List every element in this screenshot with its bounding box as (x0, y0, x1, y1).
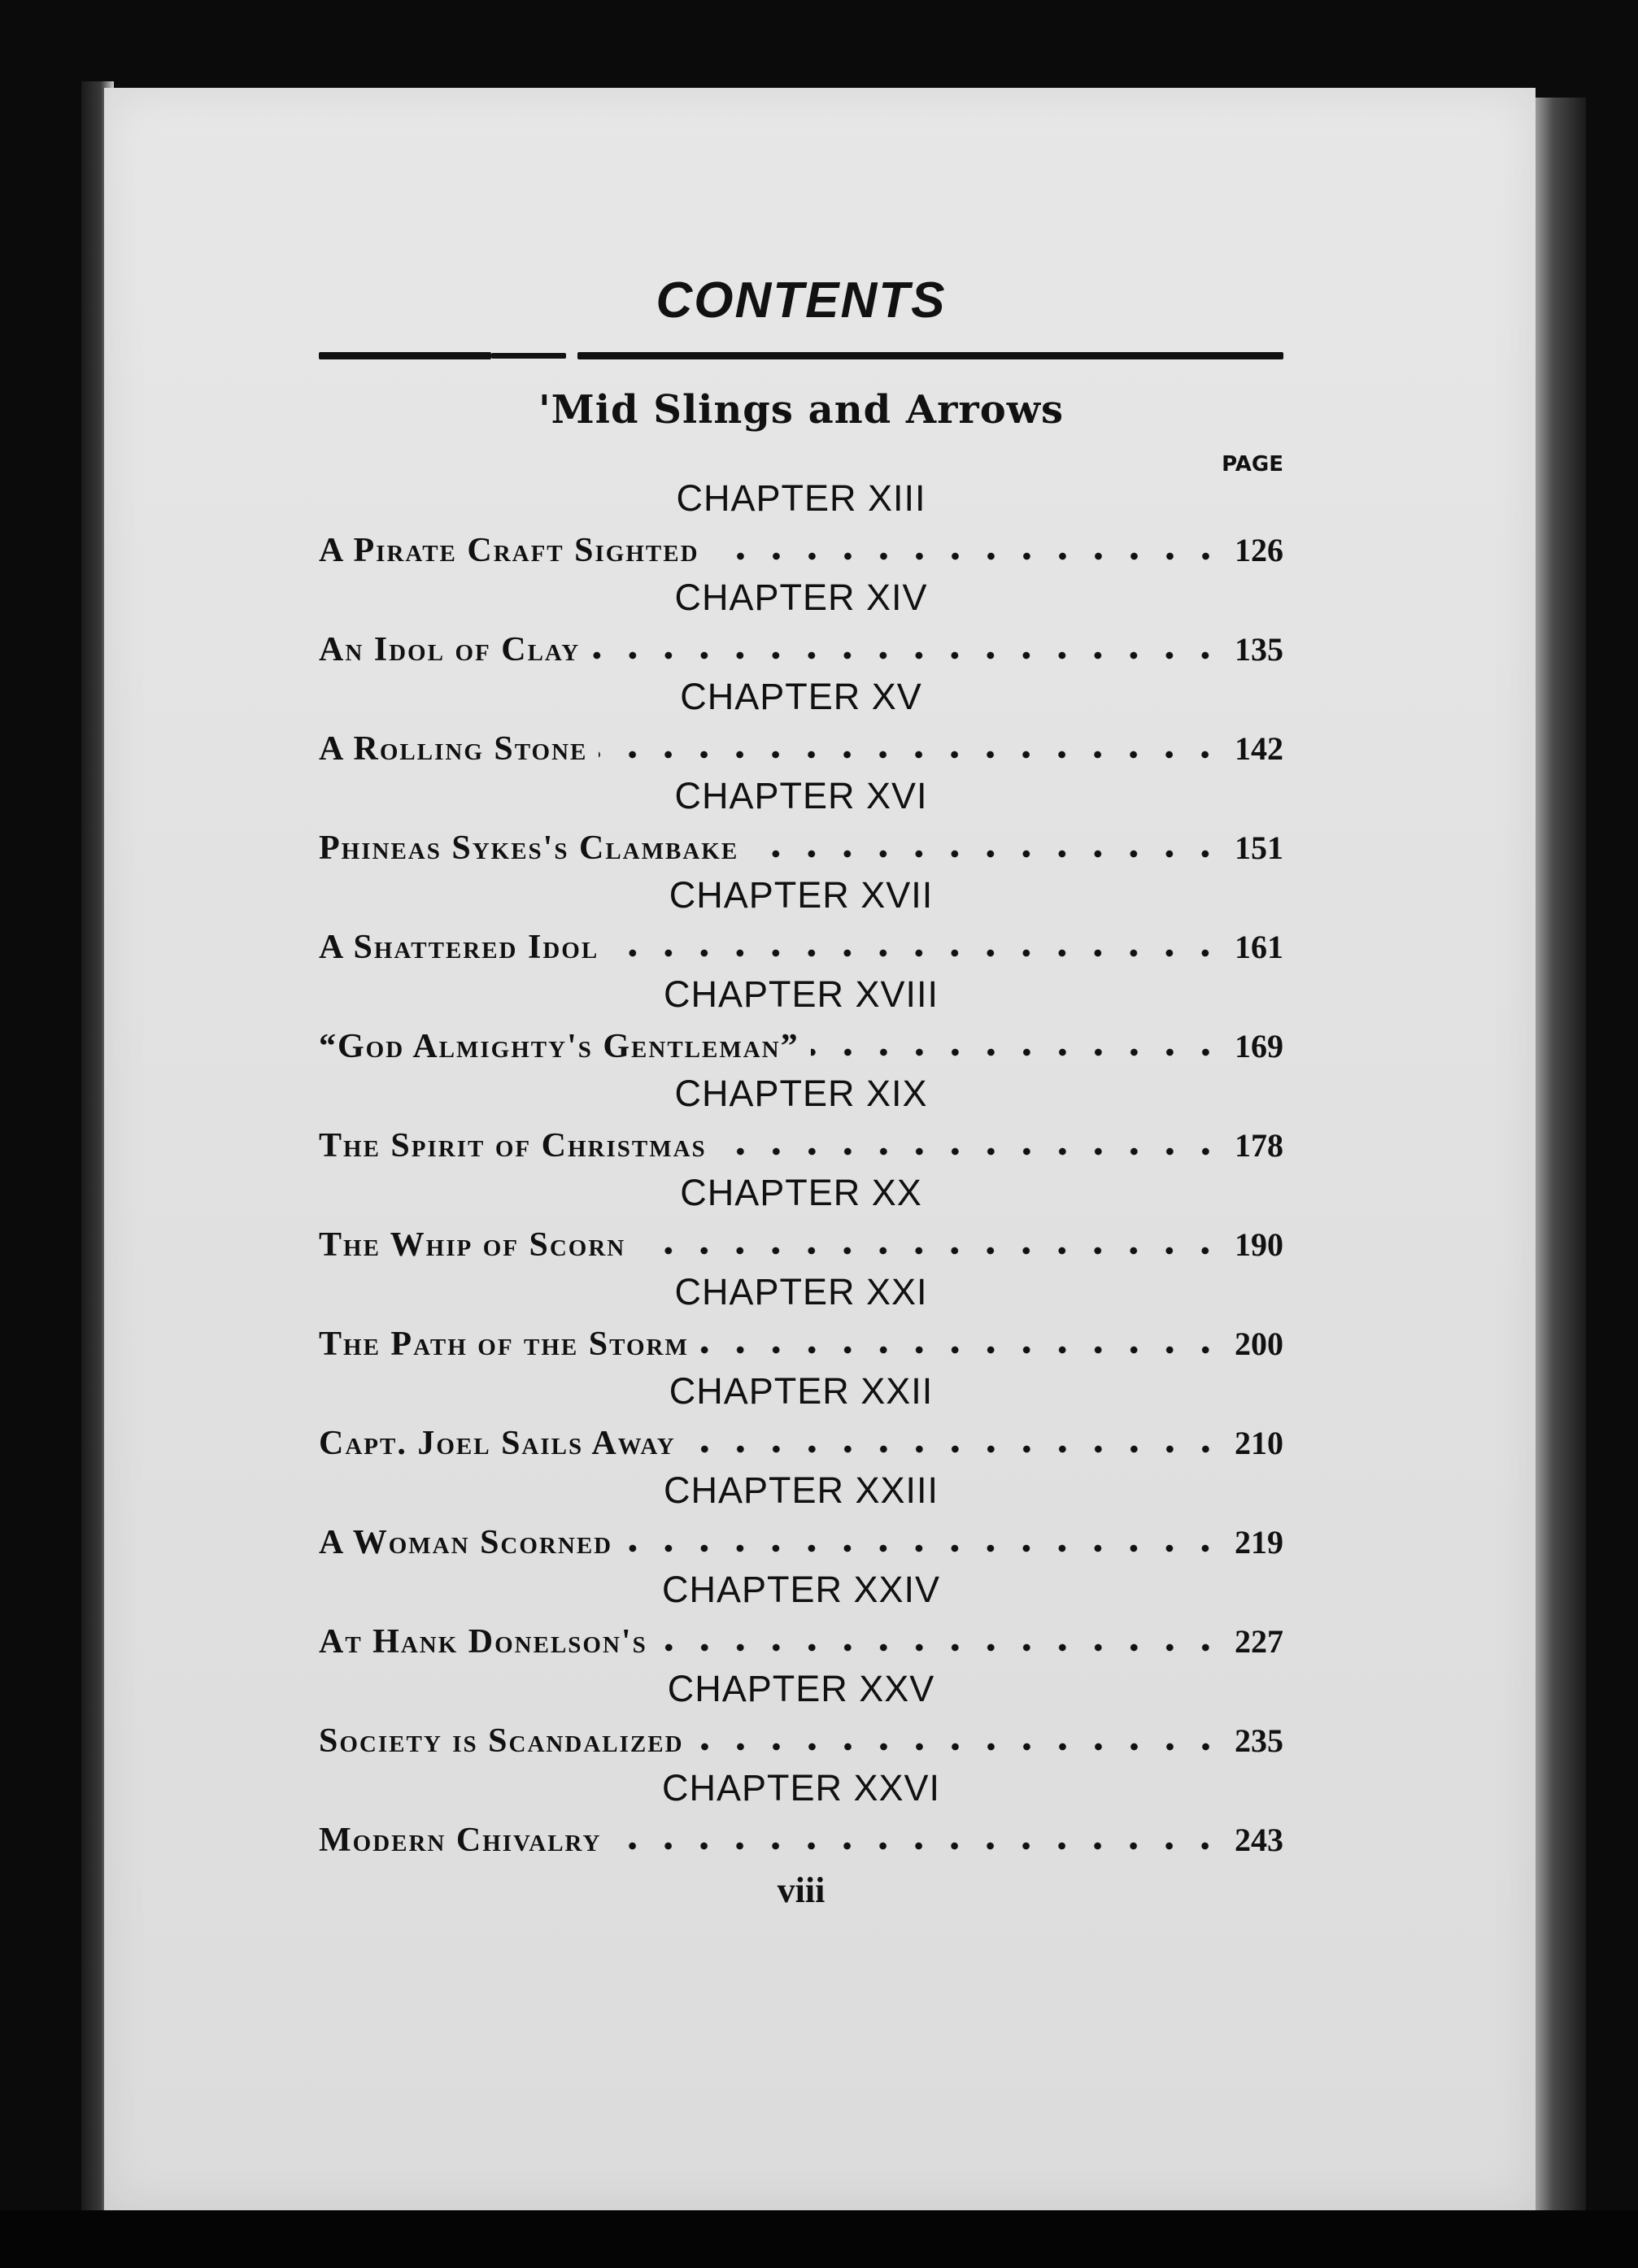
toc-line (319, 1223, 1283, 1262)
chapter-page-number: 142 (1235, 730, 1283, 767)
chapter-heading: CHAPTER XIV (674, 577, 928, 618)
toc-entry (319, 873, 1283, 973)
dot-leader (659, 1620, 1223, 1652)
chapter-page-number: 235 (1235, 1722, 1283, 1759)
dot-leader (610, 925, 1223, 958)
toc-entry (319, 774, 1283, 873)
chapter-title: Phineas Sykes's Clambake (319, 829, 739, 867)
page-number: viii (777, 1870, 826, 1910)
toc-line (319, 727, 1283, 766)
toc-line (319, 925, 1283, 964)
chapter-heading: CHAPTER XXII (669, 1370, 934, 1412)
scanner-border (0, 2210, 1638, 2268)
toc-line (319, 1322, 1283, 1361)
toc-entry (319, 576, 1283, 675)
toc-line (319, 1620, 1283, 1659)
dot-leader (599, 727, 1223, 760)
chapter-heading: CHAPTER XIX (674, 1073, 928, 1114)
chapter-page-number: 151 (1235, 829, 1283, 866)
chapter-heading: CHAPTER XXV (667, 1668, 935, 1709)
toc-entry (319, 675, 1283, 774)
title-rule (319, 350, 1283, 361)
chapter-heading: CHAPTER XIII (676, 477, 926, 519)
page-title: CONTENTS (656, 272, 947, 329)
chapter-heading: CHAPTER XXVI (661, 1767, 941, 1809)
chapter-heading: CHAPTER XVI (674, 775, 928, 816)
toc-entry (319, 1568, 1283, 1667)
chapter-page-number: 135 (1235, 631, 1283, 668)
chapter-title: A Shattered Idol (319, 929, 599, 966)
chapter-title: Society is Scandalized (319, 1722, 684, 1760)
toc-line (319, 1421, 1283, 1460)
dot-leader (612, 1818, 1223, 1851)
rule-segment (319, 352, 491, 359)
chapter-page-number: 200 (1235, 1326, 1283, 1362)
chapter-page-number: 190 (1235, 1226, 1283, 1263)
chapter-title: A Woman Scorned (319, 1524, 613, 1561)
toc-line (319, 826, 1283, 865)
contents-block (319, 268, 1283, 1913)
chapter-title: The Whip of Scorn (319, 1226, 626, 1264)
dot-leader (695, 1719, 1223, 1752)
toc-entry (319, 1072, 1283, 1171)
toc-entry (319, 477, 1283, 576)
chapter-title: “God Almighty's Gentleman” (319, 1028, 799, 1065)
toc-entry (319, 1469, 1283, 1568)
chapter-page-number: 227 (1235, 1623, 1283, 1660)
toc-line (319, 1124, 1283, 1163)
chapter-page-number: 178 (1235, 1127, 1283, 1164)
dot-leader (687, 1421, 1223, 1454)
toc-line (319, 1025, 1283, 1064)
toc-line (319, 628, 1283, 667)
toc-line (319, 1818, 1283, 1857)
toc-entry (319, 1270, 1283, 1369)
chapter-heading: CHAPTER XXI (674, 1271, 928, 1312)
chapter-heading: CHAPTER XXIV (661, 1569, 941, 1610)
dot-leader (637, 1223, 1223, 1256)
chapter-title: The Path of the Storm (319, 1326, 689, 1363)
page-column-label: PAGE (1222, 452, 1283, 477)
chapter-heading: CHAPTER XX (680, 1172, 922, 1213)
dot-leader (811, 1025, 1223, 1057)
dot-leader (750, 826, 1223, 859)
chapter-title: Modern Chivalry (319, 1822, 602, 1859)
chapter-page-number: 169 (1235, 1028, 1283, 1064)
chapter-title: Capt. Joel Sails Away (319, 1425, 676, 1462)
dot-leader (591, 628, 1223, 660)
toc-list (319, 477, 1283, 1865)
chapter-page-number: 210 (1235, 1425, 1283, 1461)
chapter-page-number: 243 (1235, 1822, 1283, 1858)
rule-segment (491, 353, 566, 359)
toc-line (319, 1521, 1283, 1560)
dot-leader (700, 1322, 1223, 1355)
chapter-page-number: 126 (1235, 532, 1283, 568)
chapter-title: A Pirate Craft Sighted (319, 532, 699, 569)
chapter-heading: CHAPTER XXIII (663, 1469, 939, 1511)
chapter-title: A Rolling Stone (319, 730, 588, 768)
chapter-title: At Hank Donelson's (319, 1623, 647, 1661)
dot-leader (624, 1521, 1223, 1553)
rule-segment (577, 352, 1283, 359)
toc-entry (319, 1369, 1283, 1469)
book-spine-shadow (1536, 98, 1586, 2228)
part-title: 'Mid Slings and Arrows (538, 387, 1065, 433)
dot-leader (711, 529, 1223, 561)
toc-line (319, 529, 1283, 568)
toc-entry (319, 1766, 1283, 1865)
chapter-page-number: 161 (1235, 929, 1283, 965)
toc-entry (319, 1171, 1283, 1270)
toc-line (319, 1719, 1283, 1758)
toc-entry (319, 973, 1283, 1072)
chapter-page-number: 219 (1235, 1524, 1283, 1561)
chapter-title: The Spirit of Christmas (319, 1127, 707, 1164)
chapter-heading: CHAPTER XVII (669, 874, 934, 916)
dot-leader (718, 1124, 1223, 1156)
chapter-heading: CHAPTER XV (680, 676, 922, 717)
toc-entry (319, 1667, 1283, 1766)
chapter-heading: CHAPTER XVIII (663, 973, 939, 1015)
chapter-title: An Idol of Clay (319, 631, 581, 668)
